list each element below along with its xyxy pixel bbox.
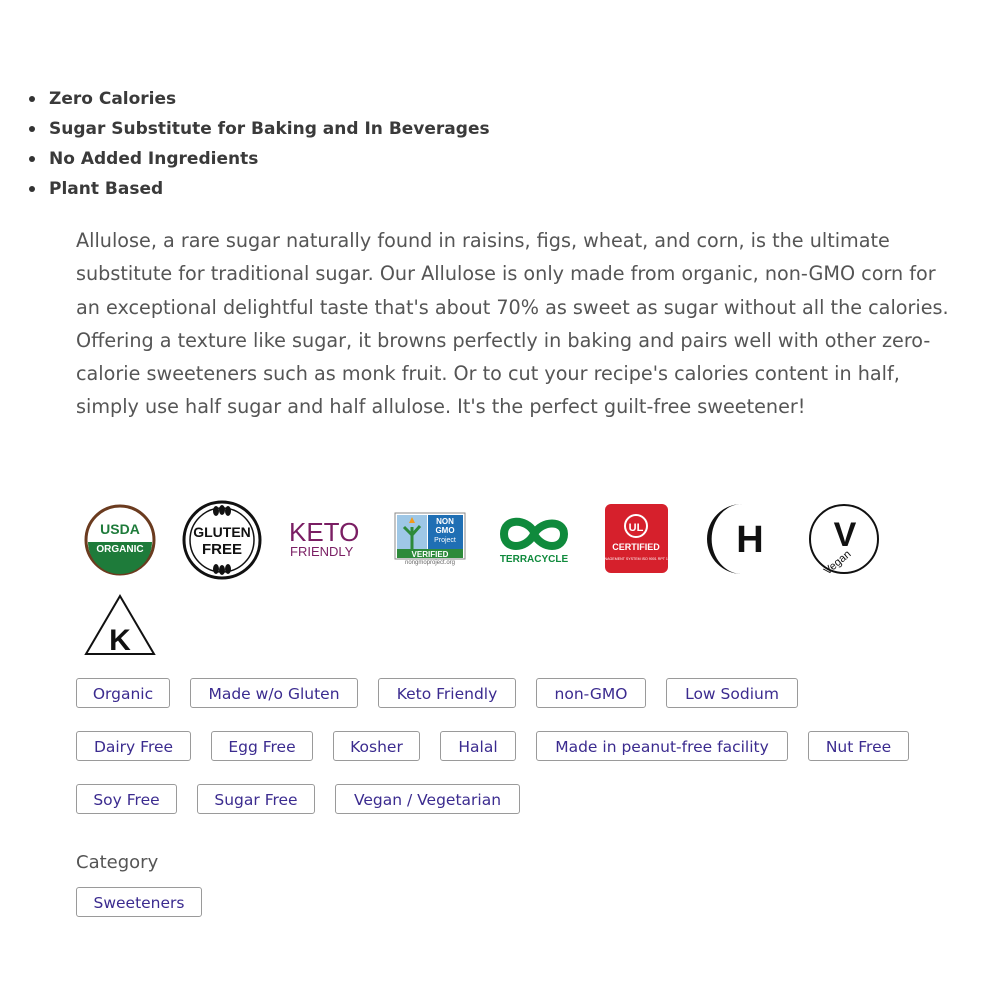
svg-text:Vegan: Vegan: [821, 548, 854, 578]
tag-kosher[interactable]: Kosher: [333, 731, 420, 761]
tag-made-wo-gluten[interactable]: Made w/o Gluten: [190, 678, 358, 708]
svg-text:UL: UL: [628, 522, 644, 534]
svg-text:GMO: GMO: [435, 526, 455, 535]
svg-text:nongmoproject.org: nongmoproject.org: [404, 560, 456, 566]
terracycle-icon: [496, 512, 572, 564]
halal-icon: [710, 502, 772, 576]
svg-text:TERRACYCLE: TERRACYCLE: [499, 554, 569, 565]
non-gmo-icon: [395, 513, 467, 565]
ul-certified-icon: [599, 504, 673, 574]
svg-text:FREE: FREE: [201, 541, 243, 558]
feature-item: No Added Ingredients: [48, 148, 490, 178]
svg-text:Project: Project: [434, 537, 456, 544]
tag-dairy-free[interactable]: Dairy Free: [76, 731, 191, 761]
svg-text:K: K: [109, 624, 131, 657]
kosher-icon: [84, 594, 156, 656]
tag-peanut-free-facility[interactable]: Made in peanut-free facility: [536, 731, 788, 761]
feature-item: Sugar Substitute for Baking and In Beverages: [48, 118, 490, 148]
tag-egg-free[interactable]: Egg Free: [211, 731, 313, 761]
gluten-free-icon: [181, 499, 263, 581]
organic-text: ORGANIC: [96, 544, 144, 555]
tag-nut-free[interactable]: Nut Free: [808, 731, 909, 761]
svg-text:KETO: KETO: [289, 517, 360, 547]
tag-vegan-vegetarian[interactable]: Vegan / Vegetarian: [335, 784, 520, 814]
svg-text:VERIFIED: VERIFIED: [411, 550, 449, 559]
svg-text:V: V: [833, 516, 857, 554]
tag-non-gmo[interactable]: non-GMO: [536, 678, 646, 708]
svg-text:GLUTEN: GLUTEN: [193, 524, 251, 540]
usda-text: USDA: [100, 521, 140, 537]
tag-organic[interactable]: Organic: [76, 678, 170, 708]
svg-text:MANAGEMENT SYSTEM ISO 9001 RPT: MANAGEMENT SYSTEM ISO 9001 RPT 14.1: [599, 557, 673, 561]
svg-text:CERTIFIED: CERTIFIED: [612, 542, 660, 552]
product-description: Allulose, a rare sugar naturally found in raisins, figs, wheat, and corn, is the ultimate substitute for traditional sugar. Our Allulose is only made from organic, non-GMO corn for an exceptional delightful taste that's about 70% as sweet as sugar without all the calories. Offering a texture like sugar, it browns perfectly in baking and pairs well with other zero-calorie sweeteners such as monk fruit. Or to cut your recipe's calories content in half, simply use half sugar and half allulose. It's the perfect guilt-free sweetener!: [76, 229, 949, 419]
svg-text:FRIENDLY: FRIENDLY: [290, 544, 354, 559]
feature-item: Zero Calories: [48, 88, 490, 118]
usda-organic-icon: [84, 504, 156, 576]
svg-text:NON: NON: [436, 517, 454, 526]
tag-sugar-free[interactable]: Sugar Free: [197, 784, 315, 814]
category-label: Category: [76, 852, 159, 873]
tag-soy-free[interactable]: Soy Free: [76, 784, 177, 814]
tag-low-sodium[interactable]: Low Sodium: [666, 678, 798, 708]
keto-friendly-icon: [289, 517, 365, 561]
tag-keto-friendly[interactable]: Keto Friendly: [378, 678, 516, 708]
svg-text:H: H: [736, 519, 764, 561]
vegan-icon: [807, 502, 881, 576]
category-sweeteners[interactable]: Sweeteners: [76, 887, 202, 917]
feature-item: Plant Based: [48, 178, 490, 208]
feature-list: [48, 88, 490, 208]
tag-halal[interactable]: Halal: [440, 731, 516, 761]
